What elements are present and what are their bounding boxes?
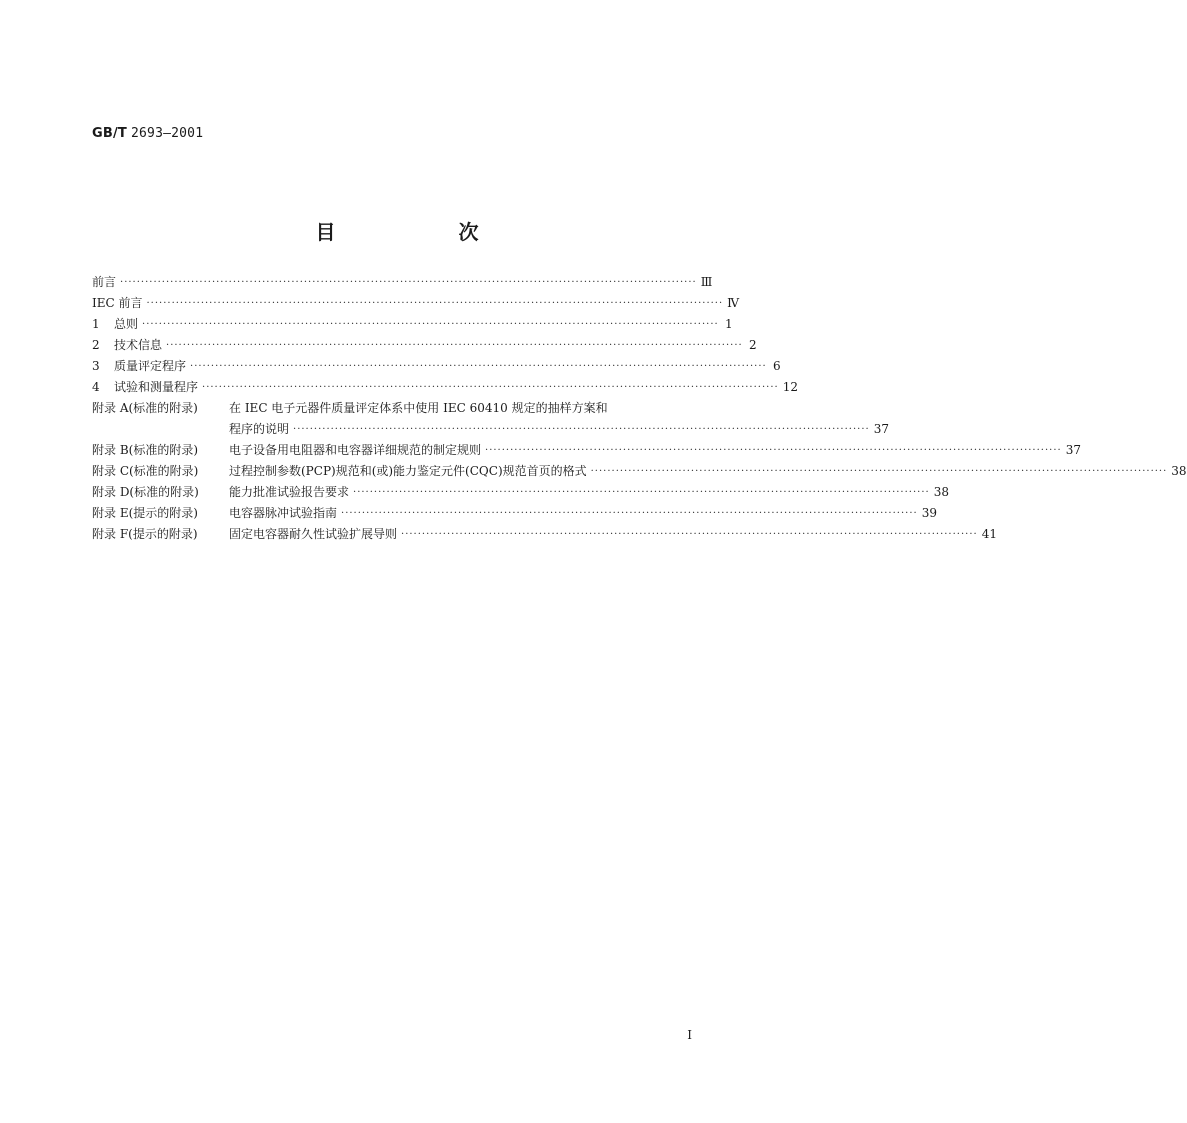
dot-leader: ··········································································································································	[341, 508, 918, 519]
page-number: I	[687, 1028, 692, 1042]
toc-entry-appendix-label: 附录 B(标准的附录)	[92, 443, 198, 457]
toc-entry-page: 37	[1065, 443, 1081, 457]
toc-entry-page: 6	[773, 359, 781, 373]
dot-leader: ··········································································································································	[401, 529, 978, 540]
toc-entry-number: 2	[92, 338, 100, 352]
toc-entry-label: 前言	[92, 275, 117, 289]
toc-entry-number: 4	[92, 380, 100, 394]
toc-entry-appendix-label: 附录 A(标准的附录)	[92, 401, 198, 415]
dot-leader: ··········································································································································	[590, 466, 1168, 477]
toc-entry-label: 在 IEC 电子元器件质量评定体系中使用 IEC 60410 规定的抽样方案和	[229, 401, 608, 415]
toc-entry-foreword[interactable]	[92, 272, 713, 293]
toc-entry-appendix-d[interactable]	[92, 482, 949, 503]
dot-leader: ··········································································································································	[190, 361, 767, 372]
toc-entry-label: 电子设备用电阻器和电容器详细规范的制定规则	[229, 443, 482, 457]
toc-entry-label: 质量评定程序	[114, 359, 187, 373]
toc-entry-1[interactable]	[92, 314, 733, 335]
dot-leader: ··········································································································································	[166, 340, 743, 351]
toc-entry-label: IEC 前言	[92, 296, 143, 310]
dot-leader: ··········································································································································	[353, 487, 930, 498]
toc-entry-number: 3	[92, 359, 100, 373]
toc-entry-page: 1	[725, 317, 733, 331]
toc-entry-appendix-label: 附录 E(提示的附录)	[92, 506, 198, 520]
toc-entry-2[interactable]	[92, 335, 757, 356]
toc-entry-continuation	[229, 419, 889, 440]
toc-entry-label: 过程控制参数(PCP)规范和(或)能力鉴定元件(CQC)规范首页的格式	[229, 464, 587, 478]
toc-entry-3[interactable]	[92, 356, 781, 377]
toc-entry-appendix-a[interactable]	[92, 398, 889, 440]
dot-leader: ··········································································································································	[485, 445, 1062, 456]
toc-entry-page: 38	[1171, 464, 1187, 478]
toc-entry-appendix-label: 附录 D(标准的附录)	[92, 485, 199, 499]
toc-entry-label: 技术信息	[114, 338, 163, 352]
toc-title: 目 次	[315, 220, 537, 244]
toc-entry-label: 总则	[114, 317, 139, 331]
dot-leader: ··········································································································································	[293, 424, 870, 435]
standard-code: 2693—2001	[131, 126, 204, 141]
table-of-contents	[92, 272, 1187, 545]
toc-entry-page: Ⅲ	[700, 275, 713, 289]
toc-entry-number: 1	[92, 317, 100, 331]
dot-leader: ··········································································································································	[202, 382, 779, 393]
toc-entry-4[interactable]	[92, 377, 798, 398]
dot-leader: ··········································································································································	[142, 319, 719, 330]
toc-entry-appendix-label: 附录 F(提示的附录)	[92, 527, 198, 541]
toc-entry-appendix-e[interactable]	[92, 503, 937, 524]
toc-entry-iec-foreword[interactable]	[92, 293, 740, 314]
toc-entry-page: Ⅳ	[727, 296, 740, 310]
toc-entry-appendix-label: 附录 C(标准的附录)	[92, 464, 199, 478]
toc-entry-page: 38	[933, 485, 949, 499]
toc-entry-appendix-f[interactable]	[92, 524, 997, 545]
toc-entry-label: 试验和测量程序	[114, 380, 199, 394]
toc-entry-multiline	[229, 398, 889, 440]
standard-number	[92, 126, 203, 141]
dot-leader: ··········································································································································	[120, 277, 697, 288]
toc-entry-label: 电容器脉冲试验指南	[229, 506, 338, 520]
toc-entry-page: 41	[981, 527, 997, 541]
toc-entry-page: 37	[873, 422, 889, 436]
toc-entry-page: 12	[782, 380, 798, 394]
toc-entry-label: 固定电容器耐久性试验扩展导则	[229, 527, 398, 541]
dot-leader: ··········································································································································	[146, 298, 724, 309]
toc-entry-page: 2	[749, 338, 757, 352]
toc-entry-page: 39	[921, 506, 937, 520]
toc-entry-label: 程序的说明	[229, 422, 290, 436]
standard-prefix: GB/T	[92, 126, 127, 141]
toc-entry-appendix-c[interactable]	[92, 461, 1187, 482]
toc-entry-label: 能力批准试验报告要求	[229, 485, 350, 499]
toc-entry-appendix-b[interactable]	[92, 440, 1081, 461]
